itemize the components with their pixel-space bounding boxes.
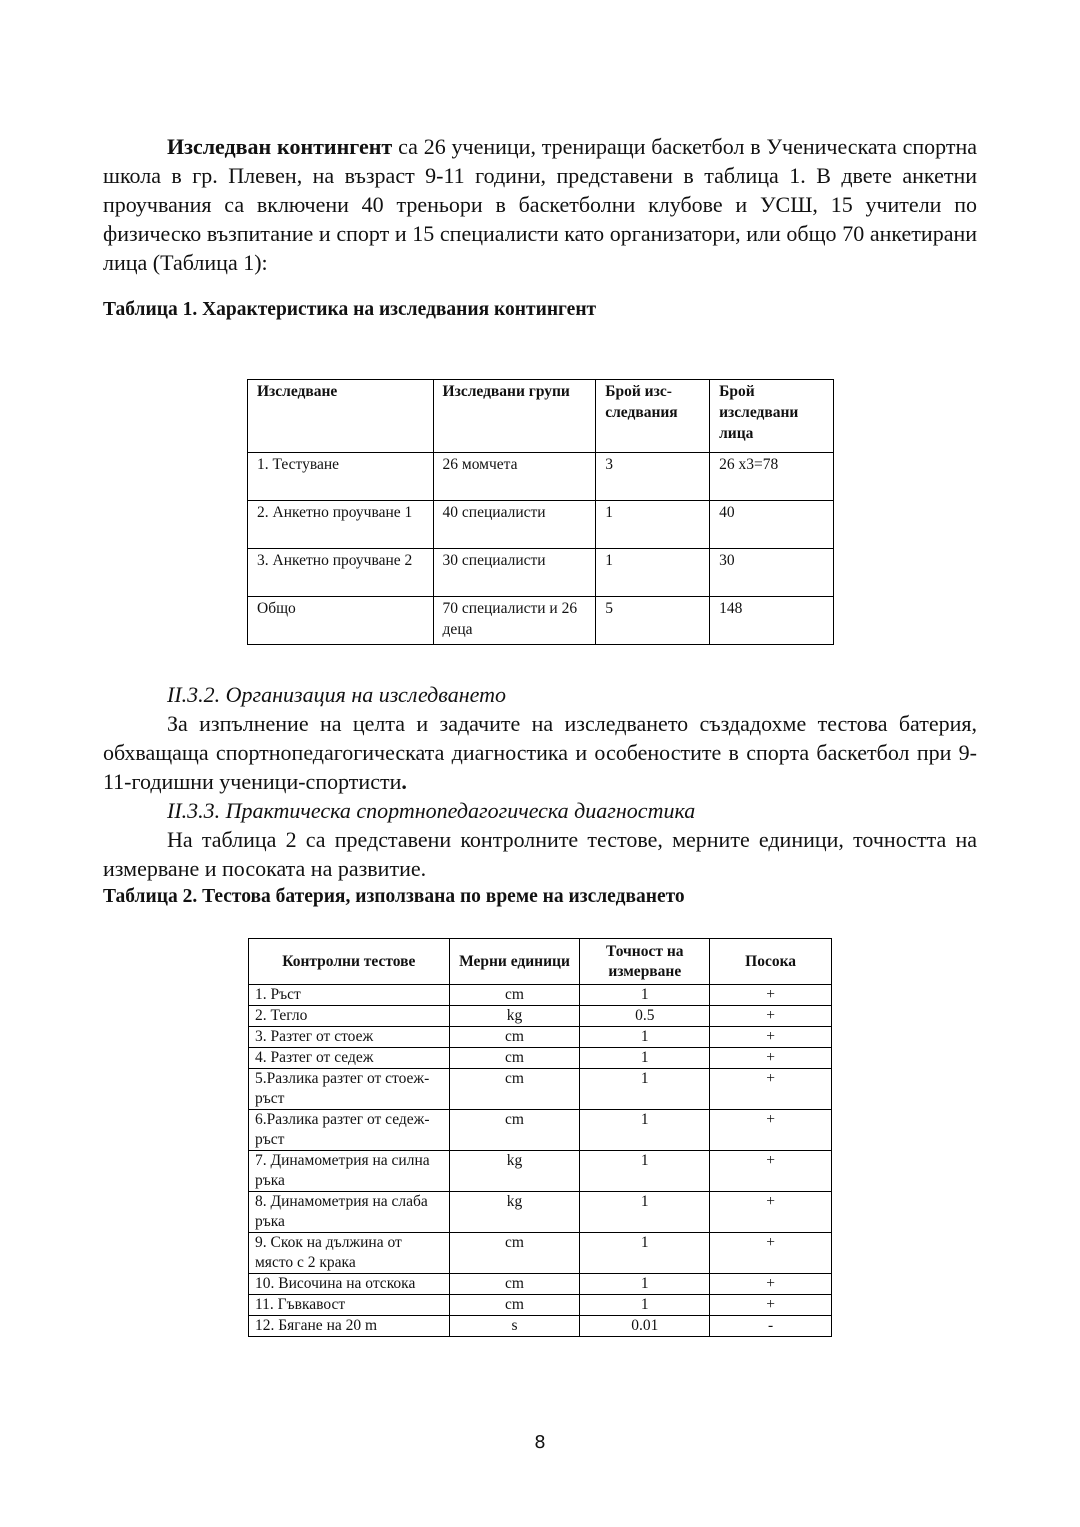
table-cell: + <box>710 985 832 1006</box>
table-cell: 1 <box>580 1233 710 1274</box>
table-cell: 10. Височина на отскока <box>249 1274 450 1295</box>
table-cell: kg <box>449 1151 580 1192</box>
intro-bold-lead: Изследван контингент <box>167 134 393 159</box>
table-cell: 3. Разтег от стоеж <box>249 1027 450 1048</box>
section-233-heading: II.3.3. Практическа спортнопедагогическа диагностика <box>167 798 696 823</box>
table2 <box>248 938 832 1337</box>
table1-header-row <box>248 380 834 453</box>
table-cell: 1 <box>596 549 710 597</box>
table-cell: 1 <box>580 1295 710 1316</box>
table-cell: 40 <box>710 501 834 549</box>
table-cell: 30 специалисти <box>433 549 596 597</box>
table-cell: + <box>710 1069 832 1110</box>
page-number: 8 <box>534 1432 546 1453</box>
table-row <box>249 1151 832 1192</box>
table-cell: 0.5 <box>580 1006 710 1027</box>
table-cell: cm <box>449 1048 580 1069</box>
table-cell: + <box>710 1295 832 1316</box>
table-cell: kg <box>449 1192 580 1233</box>
table-row <box>248 453 834 501</box>
section-232-text: За изпълнение на целта и задачите на изследването създадохме тестова батерия, обхващаща спортнопедагогическата диагностика и особеностите в спорта баскетбол при 9-11-годишни ученици-спортисти <box>103 711 977 794</box>
table-cell: 8. Динамометрия на слаба ръка <box>249 1192 450 1233</box>
table-cell: + <box>710 1027 832 1048</box>
section-232-paragraph <box>103 709 977 796</box>
table-cell: + <box>710 1274 832 1295</box>
table-row <box>249 1274 832 1295</box>
column-header: Посока <box>710 939 832 985</box>
table-cell: + <box>710 1110 832 1151</box>
table-cell: 7. Динамометрия на силна ръка <box>249 1151 450 1192</box>
table-row <box>249 1069 832 1110</box>
table-cell: 1 <box>580 1192 710 1233</box>
table-cell: 1. Тестуване <box>248 453 434 501</box>
table-cell: + <box>710 1151 832 1192</box>
table-cell: 1 <box>580 1151 710 1192</box>
table-cell: 6.Разлика разтег от седеж-ръст <box>249 1110 450 1151</box>
table-cell: 70 специалисти и 26 деца <box>433 597 596 645</box>
table-cell: 2. Анкетно проучване 1 <box>248 501 434 549</box>
table-cell: 12. Бягане на 20 m <box>249 1316 450 1337</box>
table-cell: + <box>710 1006 832 1027</box>
table-row <box>249 1295 832 1316</box>
table-cell: cm <box>449 1069 580 1110</box>
table-cell: 26 момчета <box>433 453 596 501</box>
table-row <box>248 549 834 597</box>
table-cell: 1 <box>580 1069 710 1110</box>
table-cell: s <box>449 1316 580 1337</box>
section-233-paragraph: На таблица 2 са представени контролните тестове, мерните единици, точността на измерване и посоката на развитие. <box>103 827 977 881</box>
column-header: Брой изследвани лица <box>710 380 834 453</box>
table-cell: 5.Разлика разтег от стоеж-ръст <box>249 1069 450 1110</box>
column-header: Изследвани групи <box>433 380 596 453</box>
table-cell: 2. Тегло <box>249 1006 450 1027</box>
table-row <box>248 597 834 645</box>
column-header: Контролни тестове <box>249 939 450 985</box>
table-cell: kg <box>449 1006 580 1027</box>
table-cell: cm <box>449 1233 580 1274</box>
column-header: Мерни единици <box>449 939 580 985</box>
table-cell: cm <box>449 985 580 1006</box>
table-cell: 0.01 <box>580 1316 710 1337</box>
table2-caption: Таблица 2. Тестова батерия, използвана по време на изследването <box>103 886 685 907</box>
table-cell: 5 <box>596 597 710 645</box>
table-row <box>249 1316 832 1337</box>
table-cell: 1 <box>580 1110 710 1151</box>
intro-text: са 26 ученици, трениращи баскетбол в Ученическата спортна школа в гр. Плевен, на възраст 9-11 години, представени в таблица 1. В двете анкетни проучвания са включени 40 треньори в баскетболни клубове и УСШ, 15 учители по физическо възпитание и спорт и 15 специалисти като организатори, или общо 70 анкетирани лица (Таблица 1): <box>103 134 977 275</box>
table-cell: 40 специалисти <box>433 501 596 549</box>
table-cell: + <box>710 1233 832 1274</box>
table-row <box>249 1027 832 1048</box>
table-cell: 11. Гъвкавост <box>249 1295 450 1316</box>
section-232-heading: II.3.2. Организация на изследването <box>167 682 506 707</box>
table-cell: 3 <box>596 453 710 501</box>
table-cell: cm <box>449 1110 580 1151</box>
table-cell: 1 <box>580 985 710 1006</box>
table-cell: 1 <box>580 1027 710 1048</box>
table-cell: cm <box>449 1027 580 1048</box>
section-232-period: . <box>401 769 407 794</box>
table-row <box>249 985 832 1006</box>
table1-caption: Таблица 1. Характеристика на изследвания контингент <box>103 299 597 320</box>
table-cell: + <box>710 1192 832 1233</box>
table-cell: + <box>710 1048 832 1069</box>
table-cell: cm <box>449 1295 580 1316</box>
table-cell: - <box>710 1316 832 1337</box>
column-header: Изследване <box>248 380 434 453</box>
table-row <box>249 1233 832 1274</box>
table-cell: 30 <box>710 549 834 597</box>
table-cell: 3. Анкетно проучване 2 <box>248 549 434 597</box>
column-header: Брой изс-следвания <box>596 380 710 453</box>
table-row <box>249 1006 832 1027</box>
table-cell: 4. Разтег от седеж <box>249 1048 450 1069</box>
table-cell: cm <box>449 1274 580 1295</box>
table-cell: 9. Скок на дължина от място с 2 крака <box>249 1233 450 1274</box>
table-cell: 148 <box>710 597 834 645</box>
column-header: Точност на измерване <box>580 939 710 985</box>
intro-paragraph <box>103 132 977 277</box>
table-cell: Общо <box>248 597 434 645</box>
table-cell: 26 x3=78 <box>710 453 834 501</box>
table-row <box>248 501 834 549</box>
table-cell: 1 <box>580 1048 710 1069</box>
table-row <box>249 1048 832 1069</box>
table1 <box>247 379 834 645</box>
table-cell: 1 <box>596 501 710 549</box>
table-row <box>249 1192 832 1233</box>
table-cell: 1. Ръст <box>249 985 450 1006</box>
table2-header-row <box>249 939 832 985</box>
table-row <box>249 1110 832 1151</box>
table-cell: 1 <box>580 1274 710 1295</box>
